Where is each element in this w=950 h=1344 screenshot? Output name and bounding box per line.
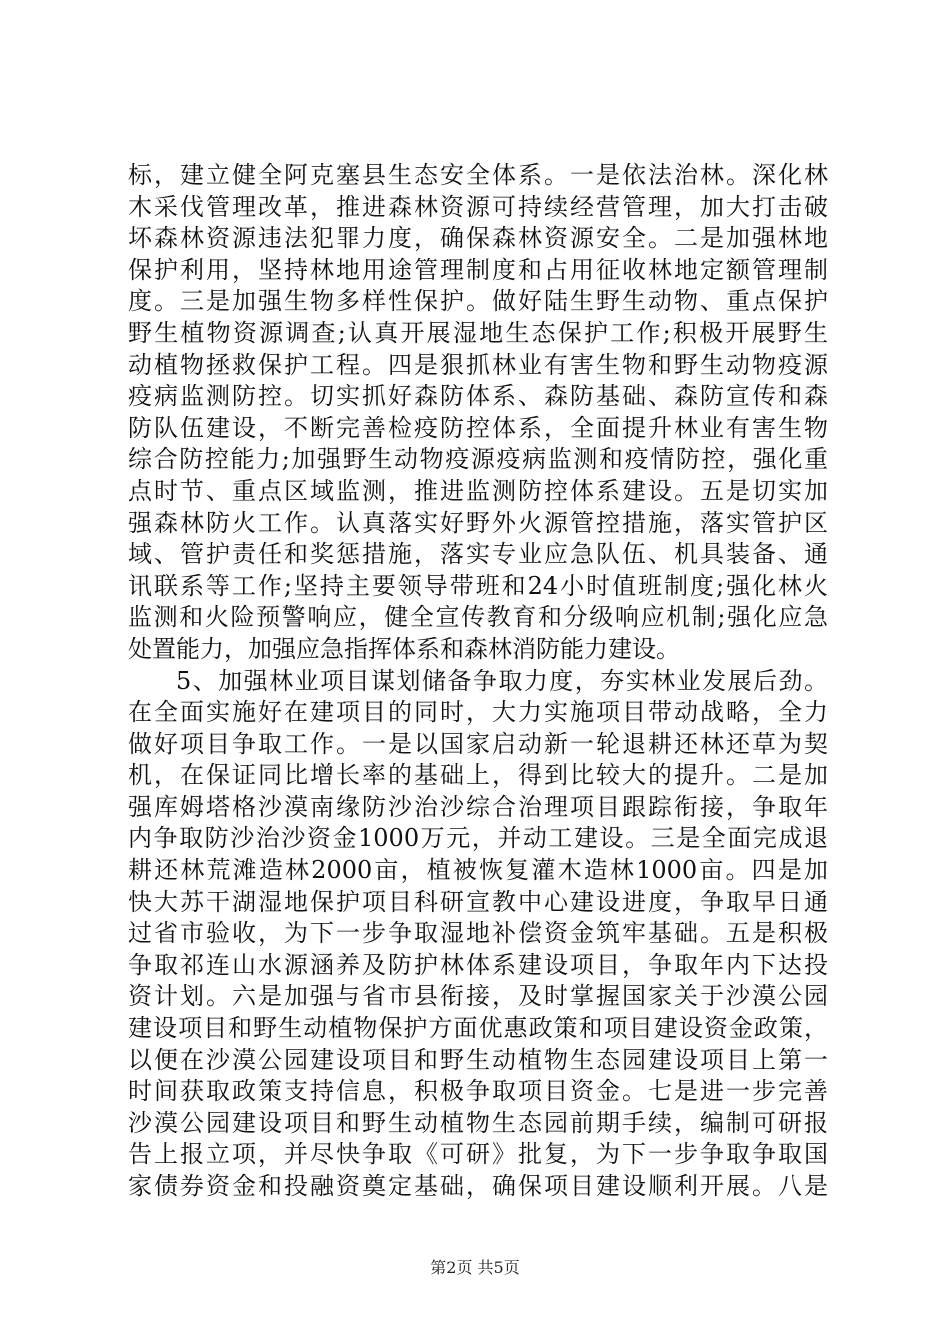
text-line: 讯联系等工作;坚持主要领导带班和24小时值班制度;强化林火 xyxy=(128,571,828,600)
text-line: 度。三是加强生物多样性保护。做好陆生野生动物、重点保护 xyxy=(128,287,828,316)
text-line: 做好项目争取工作。一是以国家启动新一轮退耕还林还草为契 xyxy=(128,729,828,758)
text-line: 保护利用，坚持林地用途管理制度和占用征收林地定额管理制 xyxy=(128,255,828,284)
text-line: 强森林防火工作。认真落实好野外火源管控措施，落实管护区 xyxy=(128,508,828,537)
text-line: 坏森林资源违法犯罪力度，确保森林资源安全。二是加强林地 xyxy=(128,224,828,253)
text-line: 监测和火险预警响应，健全宣传教育和分级响应机制;强化应急 xyxy=(128,603,828,632)
text-line: 过省市验收，为下一步争取湿地补偿资金筑牢基础。五是积极 xyxy=(128,919,828,948)
body-text xyxy=(128,160,828,1203)
page-footer xyxy=(0,1258,950,1278)
text-line: 机，在保证同比增长率的基础上，得到比较大的提升。二是加 xyxy=(128,761,828,790)
text-line: 野生植物资源调查;认真开展湿地生态保护工作;积极开展野生 xyxy=(128,318,828,347)
text-line: 内争取防沙治沙资金1000万元，并动工建设。三是全面完成退 xyxy=(128,824,828,853)
text-line: 家债券资金和投融资奠定基础，确保项目建设顺利开展。八是 xyxy=(128,1172,828,1200)
text-line: 处置能力，加强应急指挥体系和森林消防能力建设。 xyxy=(128,634,680,663)
text-line: 以便在沙漠公园建设项目和野生动植物生态园建设项目上第一 xyxy=(128,1045,828,1074)
section-heading-line: 5、加强林业项目谋划储备争取力度，夯实林业发展后劲。 xyxy=(176,666,828,695)
text-line: 资计划。六是加强与省市县衔接，及时掌握国家关于沙漠公园 xyxy=(128,982,828,1011)
text-line: 时间获取政策支持信息，积极争取项目资金。七是进一步完善 xyxy=(128,1077,828,1106)
text-line: 动植物拯救保护工程。四是狠抓林业有害生物和野生动物疫源 xyxy=(128,350,828,379)
text-line: 标，建立健全阿克塞县生态安全体系。一是依法治林。深化林 xyxy=(128,161,828,189)
text-line: 沙漠公园建设项目和野生动植物生态园前期手续，编制可研报 xyxy=(128,1108,828,1137)
text-line: 争取祁连山水源涵养及防护林体系建设项目，争取年内下达投 xyxy=(128,950,828,979)
text-line: 域、管护责任和奖惩措施，落实专业应急队伍、机具装备、通 xyxy=(128,540,828,569)
text-line: 建设项目和野生动植物保护方面优惠政策和项目建设资金政策， xyxy=(128,1014,828,1043)
text-line: 耕还林荒滩造林2000亩，植被恢复灌木造林1000亩。四是加 xyxy=(128,856,828,885)
text-line: 强库姆塔格沙漠南缘防沙治沙综合治理项目跟踪衔接，争取年 xyxy=(128,792,828,821)
text-line: 快大苏干湖湿地保护项目科研宣教中心建设进度，争取早日通 xyxy=(128,887,828,916)
text-line: 综合防控能力;加强野生动物疫源疫病监测和疫情防控，强化重 xyxy=(128,445,828,474)
text-line: 防队伍建设，不断完善检疫防控体系，全面提升林业有害生物 xyxy=(128,413,828,442)
text-line: 点时节、重点区域监测，推进监测防控体系建设。五是切实加 xyxy=(128,476,828,505)
page-number-label: 第2页 共5页 xyxy=(430,1258,520,1277)
text-line: 告上报立项，并尽快争取《可研》批复，为下一步争取争取国 xyxy=(128,1140,828,1169)
text-line: 疫病监测防控。切实抓好森防体系、森防基础、森防宣传和森 xyxy=(128,382,828,411)
text-line: 在全面实施好在建项目的同时，大力实施项目带动战略，全力 xyxy=(128,698,828,727)
text-line: 木采伐管理改革，推进森林资源可持续经营管理，加大打击破 xyxy=(128,192,828,221)
